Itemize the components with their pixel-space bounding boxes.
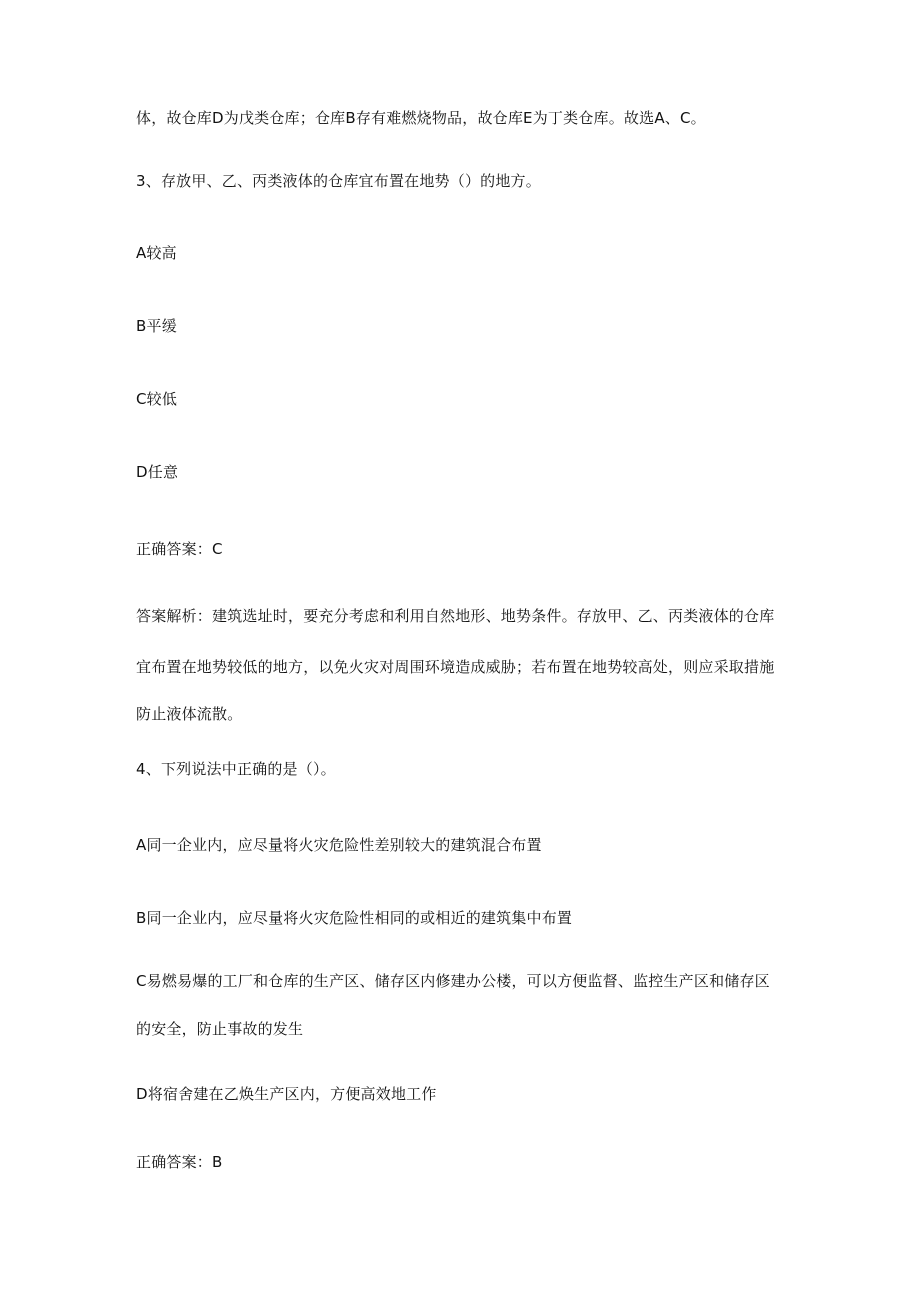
question-3-option-a: A较高 [136, 244, 177, 262]
question-3-option-b: B平缓 [136, 317, 177, 335]
question-3-stem: 3、存放甲、乙、丙类液体的仓库宜布置在地势（）的地方。 [136, 172, 541, 190]
question-4-option-a: A同一企业内，应尽量将火灾危险性差别较大的建筑混合布置 [136, 836, 542, 854]
question-3-option-c: C较低 [136, 390, 178, 408]
question-4-stem: 4、下列说法中正确的是（）。 [136, 760, 336, 778]
previous-explanation-tail: 体，故仓库D为戊类仓库；仓库B存有难燃烧物品，故仓库E为丁类仓库。故选A、C。 [136, 109, 706, 127]
question-4-answer: 正确答案：B [136, 1153, 223, 1171]
question-3-explanation-line-2: 宜布置在地势较低的地方，以免火灾对周围环境造成威胁；若布置在地势较高处，则应采取措施 [136, 658, 775, 676]
question-3-answer: 正确答案：C [136, 540, 223, 558]
question-4-option-b: B同一企业内，应尽量将火灾危险性相同的或相近的建筑集中布置 [136, 909, 573, 927]
question-3-explanation-line-3: 防止液体流散。 [136, 705, 243, 723]
question-4-option-c-continued: 的安全，防止事故的发生 [136, 1020, 304, 1038]
question-3-option-d: D任意 [136, 463, 179, 481]
question-3-explanation-line-1: 答案解析：建筑选址时，要充分考虑和利用自然地形、地势条件。存放甲、乙、丙类液体的仓库 [136, 607, 775, 625]
question-4-option-d: D将宿舍建在乙焕生产区内，方便高效地工作 [136, 1085, 437, 1103]
question-4-option-c: C易燃易爆的工厂和仓库的生产区、储存区内修建办公楼，可以方便监督、监控生产区和储存区 [136, 972, 770, 990]
